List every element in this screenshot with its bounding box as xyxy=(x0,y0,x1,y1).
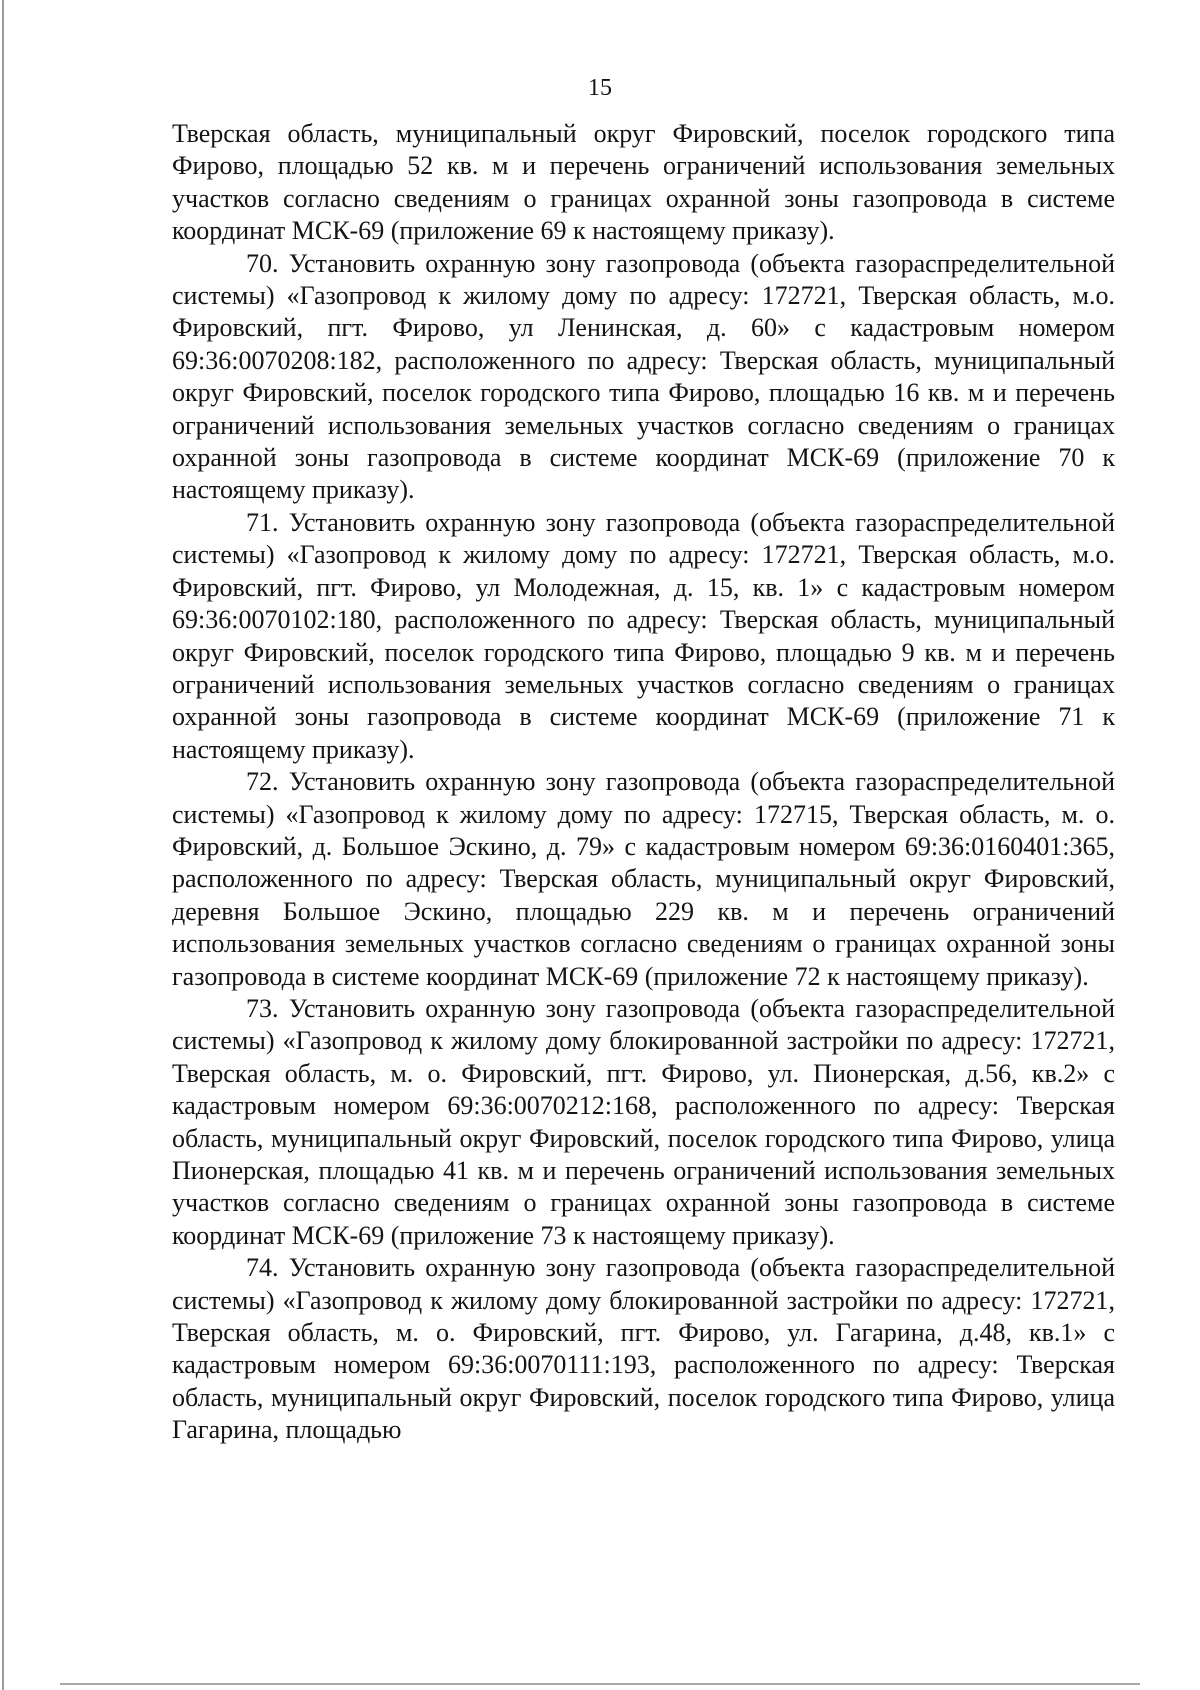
paragraph-item-70: 70. Установить охранную зону газопровода (объекта газораспределительной системы) «Газопровод к жилому дому по адресу: 172721, Тверская область, м.о. Фировский, пгт. Фирово, ул Ленинская, д. 60» с кадастровым номером 69:36:0070208:182, расположенного по адресу: Тверская область, муниципальный округ Фировский, поселок городского типа Фирово, площадью 16 кв. м и перечень ограничений использования земельных участков согласно сведениям о границах охранной зоны газопровода в системе координат МСК-69 (приложение 70 к настоящему приказу). xyxy=(172,248,1115,505)
paragraph-continuation: Тверская область, муниципальный округ Фировский, поселок городского типа Фирово, площадью 52 кв. м и перечень ограничений использования земельных участков согласно сведениям о границах охранной зоны газопровода в системе координат МСК-69 (приложение 69 к настоящему приказу). xyxy=(172,119,1115,246)
paragraph-item-74: 74. Установить охранную зону газопровода (объекта газораспределительной системы) «Газопровод к жилому дому блокированной застройки по адресу: 172721, Тверская область, м. о. Фировский, пгт. Фирово, ул. Гагарина, д.48, кв.1» с кадастровым номером 69:36:0070111:193, расположенного по адресу: Тверская область, муниципальный округ Фировский, поселок городского типа Фирово, улица Гагарина, площадью xyxy=(172,1253,1115,1445)
paragraph-item-71: 71. Установить охранную зону газопровода (объекта газораспределительной системы) «Газопровод к жилому дому по адресу: 172721, Тверская область, м.о. Фировский, пгт. Фирово, ул Молодежная, д. 15, кв. 1» с кадастровым номером 69:36:0070102:180, расположенного по адресу: Тверская область, муниципальный округ Фировский, поселок городского типа Фирово, площадью 9 кв. м и перечень ограничений использования земельных участков согласно сведениям о границах охранной зоны газопровода в системе координат МСК-69 (приложение 71 к настоящему приказу). xyxy=(172,507,1115,764)
paragraph-item-72: 72. Установить охранную зону газопровода (объекта газораспределительной системы) «Газопровод к жилому дому по адресу: 172715, Тверская область, м. о. Фировский, д. Большое Эскино, д. 79» с кадастровым номером 69:36:0160401:365, расположенного по адресу: Тверская область, муниципальный округ Фировский, деревня Большое Эскино, площадью 229 кв. м и перечень ограничений использования земельных участков согласно сведениям о границах охранной зоны газопровода в системе координат МСК-69 (приложение 72 к настоящему приказу). xyxy=(172,767,1115,991)
scan-edge-left xyxy=(2,0,4,1690)
paragraph-item-73: 73. Установить охранную зону газопровода (объекта газораспределительной системы) «Газопровод к жилому дому блокированной застройки по адресу: 172721, Тверская область, м. о. Фировский, пгт. Фирово, ул. Пионерская, д.56, кв.2» с кадастровым номером 69:36:0070212:168, расположенного по адресу: Тверская область, муниципальный округ Фировский, поселок городского типа Фирово, улица Пионерская, площадью 41 кв. м и перечень ограничений использования земельных участков согласно сведениям о границах охранной зоны газопровода в системе координат МСК-69 (приложение 73 к настоящему приказу). xyxy=(172,993,1115,1250)
document-body xyxy=(172,118,1115,1447)
page-number: 15 xyxy=(588,75,612,101)
scan-edge-bottom xyxy=(60,1683,1140,1685)
